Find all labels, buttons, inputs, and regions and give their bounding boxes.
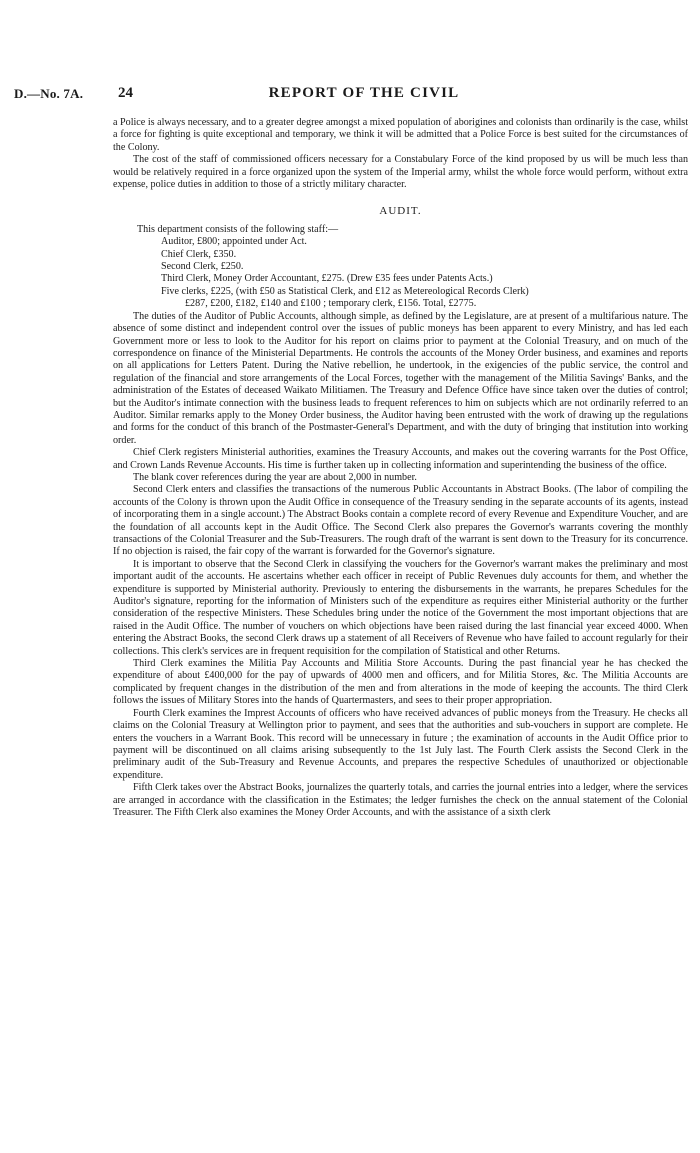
intro-paragraph-2: The cost of the staff of commissioned officers necessary for a Constabulary Force of the kind proposed by us will be much less than would be relatively required in a force organized upon the system of the Imperial army, whilst the whole force would perform, without extra expense, police duties in addition to those of a strictly military character. [113, 154, 688, 191]
staff-item: Chief Clerk, £350. [161, 248, 237, 260]
staff-item-continuation: £287, £200, £182, £140 and £100 ; temporary clerk, £156. Total, £2775. [185, 298, 477, 310]
staff-item: Third Clerk, Money Order Accountant, £275. (Drew £35 fees under Patents Acts.) [161, 273, 493, 285]
body-paragraph: Fifth Clerk takes over the Abstract Books, journalizes the quarterly totals, and carries the journal entries into a ledger, where the services are arranged in accordance with the classification in the Estimates; the ledger furnishes the check on the annual statement of the Colonial Treasurer. The Fifth Clerk also examines the Money Order Accounts, and with the assistance of a sixth clerk [113, 782, 688, 818]
intro-paragraph-1: a Police is always necessary, and to a greater degree amongst a mixed population of aborigines and colonists than ordinarily is the case, whilst a force for fighting is quite exceptional and temporary, we think it will be admitted that a Police Force is best suited for the circumstances of the Colony. [113, 117, 688, 153]
staff-item: Second Clerk, £250. [161, 261, 244, 273]
body-paragraph: The blank cover references during the year are about 2,000 in number. [133, 471, 417, 483]
body-paragraph: Chief Clerk registers Ministerial authorities, examines the Treasury Accounts, and makes out the covering warrants for the Post Office, and Crown Lands Revenue Accounts. His time is further taken up in collecting information and superintending the business of the office. [113, 447, 688, 471]
section-heading-audit: AUDIT. [379, 205, 422, 218]
body-paragraph: Third Clerk examines the Militia Pay Accounts and Militia Store Accounts. During the past financial year he has checked the expenditure of about £400,000 for the pay of upwards of 4000 men and officers, and for Militia Stores, &c. The Militia Accounts are complicated by frequent changes in the distribution of the men and from alterations in the mode of keeping the accounts. The third Clerk follows the issues of Military Stores into the hands of Quartermasters, and sees to their proper appropriation. [113, 658, 688, 707]
page-header [14, 86, 686, 104]
staff-intro: This department consists of the following staff:— [137, 223, 339, 235]
page-body [113, 117, 688, 819]
page-number: 24 [118, 85, 133, 101]
document-reference: D.—No. 7A. [14, 86, 84, 101]
staff-list [113, 236, 688, 310]
body-paragraph: The duties of the Auditor of Public Accounts, although simple, as defined by the Legislature, are at present of a multifarious nature. The absence of some distinct and independent control over the issues of public moneys has been apparent to every Ministry, and has led each Government more or less to look to the Auditor for his report on claims prior to payment at the Colonial Treasury, and on much of the correspondence on finance of the Ministerial Departments. He controls the accounts of the Money Order business, and examines and reports on all applications for Letters Patent. During the Native rebellion, he undertook, in the exigencies of the public service, the control and regulation of the financial and store arrangements of the Local Forces, together with the management of the Militia Savings' Banks, and the administration of the Estates of deceased Waikato Militiamen. The Treasury and Defence Office have since taken over the duties of control; but the Auditor's intimate connection with the business leads to frequent references to him on subjects which are not ordinarily referred to an Auditor. Similar remarks apply to the Money Order business, the Auditor having been entrusted with the work of drawing up the regulations and forms for the conduct of this branch of the Postmaster-General's Department, and with the duty of bringing that institution into working order. [113, 310, 688, 446]
staff-item: Auditor, £800; appointed under Act. [161, 236, 307, 248]
body-paragraph: It is important to observe that the Second Clerk in classifying the vouchers for the Governor's warrant makes the preliminary and most important audit of the accounts. He ascertains whether each officer in receipt of Public Revenues duly accounts for them, and whether the expenditure is supported by Ministerial authority. Previously to entering the disbursements in the warrants, he prepares Schedules for the Auditor's signature, reporting for the information of Ministers such of the expenditure as requires either Ministerial authority or the further consideration of the respective Ministers. These Schedules bring under the notice of the Government the most important objections that are raised in the Audit Office. The number of vouchers on which objections have been raised during the last financial year exceed 4000. When entering the Abstract Books, the second Clerk draws up a statement of all Receivers of Revenue who have failed to account regularly for their collections. This clerk's services are in frequent requisition for the compilation of Statistical and other Returns. [113, 558, 688, 657]
running-title: REPORT OF THE CIVIL [268, 85, 460, 101]
body-paragraph: Fourth Clerk examines the Imprest Accounts of officers who have received advances of public moneys from the Treasury. He checks all claims on the Colonial Treasury at Wellington prior to payment, and sees that the authorities and sub-vouchers in support are complete. He enters the vouchers in a Warrant Book. This record will be unnecessary in future ; the examination of accounts in the Audit Office prior to payment will be discontinued on all claims arising subsequently to the 1st July last. The Fourth Clerk assists the Second Clerk in the preliminary audit of the Sub-Treasury and Revenue Accounts, and prepares the respective Schedules of unauthorized or objectionable expenditure. [113, 707, 688, 781]
staff-item: Five clerks, £225, (with £50 as Statistical Clerk, and £12 as Metereological Records Clerk) [161, 285, 529, 297]
body-paragraph: Second Clerk enters and classifies the transactions of the numerous Public Accountants in Abstract Books. (The labor of compiling the accounts of the Colony is thrown upon the Audit Office in consequence of the Treasury sending in the separate accounts of its agents, instead of incorporating them in a single account.) The Abstract Books contain a complete record of every Revenue and Expenditure Voucher, and are the foundation of all accounts kept in the Audit Office. The Second Clerk also prepares the Governor's warrants covering the monthly transactions of the Colonial Treasurer and the Sub-Treasurers. The rough draft of the warrant is sent down to the Treasury for its concurrence. If no objection is raised, the fair copy of the warrant is forwarded for the Governor's signature. [113, 484, 688, 558]
